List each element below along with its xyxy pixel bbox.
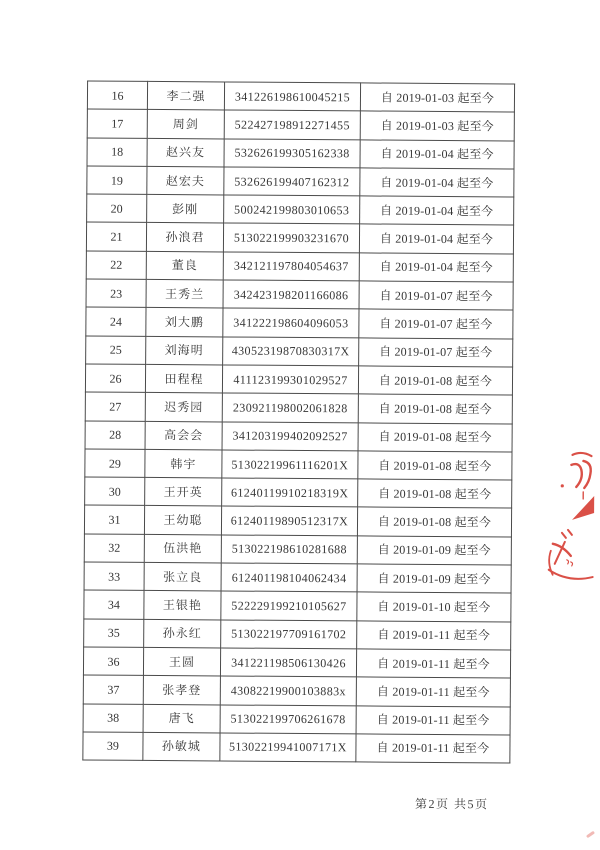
cell-period: 自 2019-01-11 起至今 (356, 734, 510, 763)
cell-id: 341221198506130426 (220, 648, 356, 677)
table-row (86, 279, 513, 310)
cell-id: 61240119890512317X (221, 506, 357, 535)
cell-period: 自 2019-01-11 起至今 (356, 677, 510, 706)
table-row (83, 675, 510, 706)
table-row (86, 336, 513, 367)
table-row (87, 81, 514, 112)
table-row (85, 449, 512, 480)
cell-name: 王圆 (143, 647, 220, 676)
cell-period: 自 2019-01-08 起至今 (358, 451, 512, 480)
table-row (83, 647, 510, 678)
stamp-fragment (545, 447, 600, 587)
cell-index: 28 (85, 421, 145, 450)
cell-id: 513022198610281688 (221, 535, 357, 564)
cell-id: 522229199210105627 (221, 591, 357, 620)
table-row (86, 222, 513, 253)
cell-index: 32 (84, 534, 144, 563)
table-row (83, 732, 510, 763)
cell-id: 513022199706261678 (220, 704, 356, 733)
cell-name: 孙浪君 (146, 223, 223, 252)
table-row (87, 194, 514, 225)
cell-name: 孙永红 (144, 619, 221, 648)
cell-index: 39 (83, 732, 143, 761)
cell-period: 自 2019-01-09 起至今 (357, 536, 511, 565)
cell-id: 51302219961116201X (222, 450, 358, 479)
table-row (85, 421, 512, 452)
cell-name: 高会会 (145, 421, 222, 450)
cell-period: 自 2019-01-08 起至今 (358, 479, 512, 508)
cell-name: 彭刚 (147, 195, 224, 224)
cell-period: 自 2019-01-10 起至今 (357, 592, 511, 621)
cell-id: 342121197804054637 (223, 252, 359, 281)
cell-id: 532626199407162312 (224, 167, 360, 196)
cell-period: 自 2019-01-07 起至今 (359, 338, 513, 367)
cell-index: 27 (85, 392, 145, 421)
cell-id: 230921198002061828 (222, 393, 358, 422)
cell-index: 36 (83, 647, 143, 676)
cell-name: 赵兴友 (147, 138, 224, 167)
cell-period: 自 2019-01-08 起至今 (358, 366, 512, 395)
cell-period: 自 2019-01-11 起至今 (356, 705, 510, 734)
cell-id: 513022199903231670 (223, 223, 359, 252)
table-row (86, 307, 513, 338)
cell-name: 董良 (146, 251, 223, 280)
cell-index: 26 (85, 364, 145, 393)
cell-period: 自 2019-01-04 起至今 (360, 168, 514, 197)
cell-period: 自 2019-01-03 起至今 (360, 111, 514, 140)
cell-index: 25 (86, 336, 146, 365)
cell-id: 51302219941007171X (220, 733, 356, 762)
cell-period: 自 2019-01-11 起至今 (356, 649, 510, 678)
cell-name: 唐飞 (143, 704, 220, 733)
table-row (84, 562, 511, 593)
cell-index: 23 (86, 279, 146, 308)
cell-index: 21 (86, 222, 146, 251)
table-row (85, 477, 512, 508)
cell-index: 17 (87, 109, 147, 138)
table-row (87, 109, 514, 140)
cell-id: 500242199803010653 (224, 195, 360, 224)
cell-id: 43052319870830317X (223, 337, 359, 366)
cell-id: 532626199305162338 (224, 139, 360, 168)
cell-period: 自 2019-01-08 起至今 (357, 507, 511, 536)
roster-table-body (83, 81, 515, 763)
cell-index: 35 (84, 619, 144, 648)
cell-index: 24 (86, 307, 146, 336)
cell-name: 伍洪艳 (144, 534, 221, 563)
cell-period: 自 2019-01-08 起至今 (358, 394, 512, 423)
cell-id: 341203199402092527 (222, 422, 358, 451)
cell-name: 张立良 (144, 562, 221, 591)
cell-name: 张孝登 (143, 676, 220, 705)
cell-id: 612401198104062434 (221, 563, 357, 592)
cell-index: 18 (87, 138, 147, 167)
roster-table (82, 81, 515, 764)
cell-period: 自 2019-01-07 起至今 (359, 309, 513, 338)
cell-id: 522427198912271455 (224, 110, 360, 139)
cell-period: 自 2019-01-04 起至今 (359, 224, 513, 253)
cell-name: 刘海明 (146, 336, 223, 365)
table-row (85, 392, 512, 423)
cell-index: 31 (84, 505, 144, 534)
cell-index: 34 (84, 590, 144, 619)
cell-name: 田程程 (145, 364, 222, 393)
cell-name: 迟秀园 (145, 393, 222, 422)
cell-index: 16 (87, 81, 147, 110)
cell-index: 30 (85, 477, 145, 506)
cell-id: 411123199301029527 (222, 365, 358, 394)
cell-id: 342423198201166086 (223, 280, 359, 309)
cell-name: 王幼聪 (144, 506, 221, 535)
cell-period: 自 2019-01-08 起至今 (358, 422, 512, 451)
cell-period: 自 2019-01-03 起至今 (360, 83, 514, 112)
table-row (87, 166, 514, 197)
cell-period: 自 2019-01-04 起至今 (359, 253, 513, 282)
cell-name: 王开英 (145, 478, 222, 507)
cell-index: 20 (87, 194, 147, 223)
cell-index: 37 (83, 675, 143, 704)
table-row (84, 505, 511, 536)
page-footer: 第2页 共5页 (415, 796, 489, 812)
cell-id: 43082219900103883x (220, 676, 356, 705)
cell-id: 61240119910218319X (222, 478, 358, 507)
cell-index: 22 (86, 251, 146, 280)
cell-period: 自 2019-01-07 起至今 (359, 281, 513, 310)
cell-name: 周剑 (147, 110, 224, 139)
cell-period: 自 2019-01-09 起至今 (357, 564, 511, 593)
cell-name: 孙敏城 (143, 732, 220, 761)
cell-index: 19 (87, 166, 147, 195)
cell-period: 自 2019-01-04 起至今 (360, 196, 514, 225)
table-row (83, 704, 510, 735)
cell-name: 王银艳 (144, 591, 221, 620)
cell-id: 513022197709161702 (221, 620, 357, 649)
cell-name: 李二强 (147, 81, 224, 110)
cell-name: 韩宇 (145, 449, 222, 478)
cell-index: 29 (85, 449, 145, 478)
cell-index: 33 (84, 562, 144, 591)
table-row (84, 619, 511, 650)
table-row (87, 138, 514, 169)
table-row (86, 251, 513, 282)
table-row (85, 364, 512, 395)
cell-index: 38 (83, 704, 143, 733)
cell-id: 341226198610045215 (224, 82, 360, 111)
table-row (84, 590, 511, 621)
table-row (84, 534, 511, 565)
cell-name: 王秀兰 (146, 280, 223, 309)
stamp-smudge (586, 831, 595, 838)
cell-name: 刘大鹏 (146, 308, 223, 337)
cell-period: 自 2019-01-04 起至今 (360, 140, 514, 169)
cell-period: 自 2019-01-11 起至今 (357, 621, 511, 650)
cell-name: 赵宏夫 (147, 166, 224, 195)
cell-id: 341222198604096053 (223, 308, 359, 337)
